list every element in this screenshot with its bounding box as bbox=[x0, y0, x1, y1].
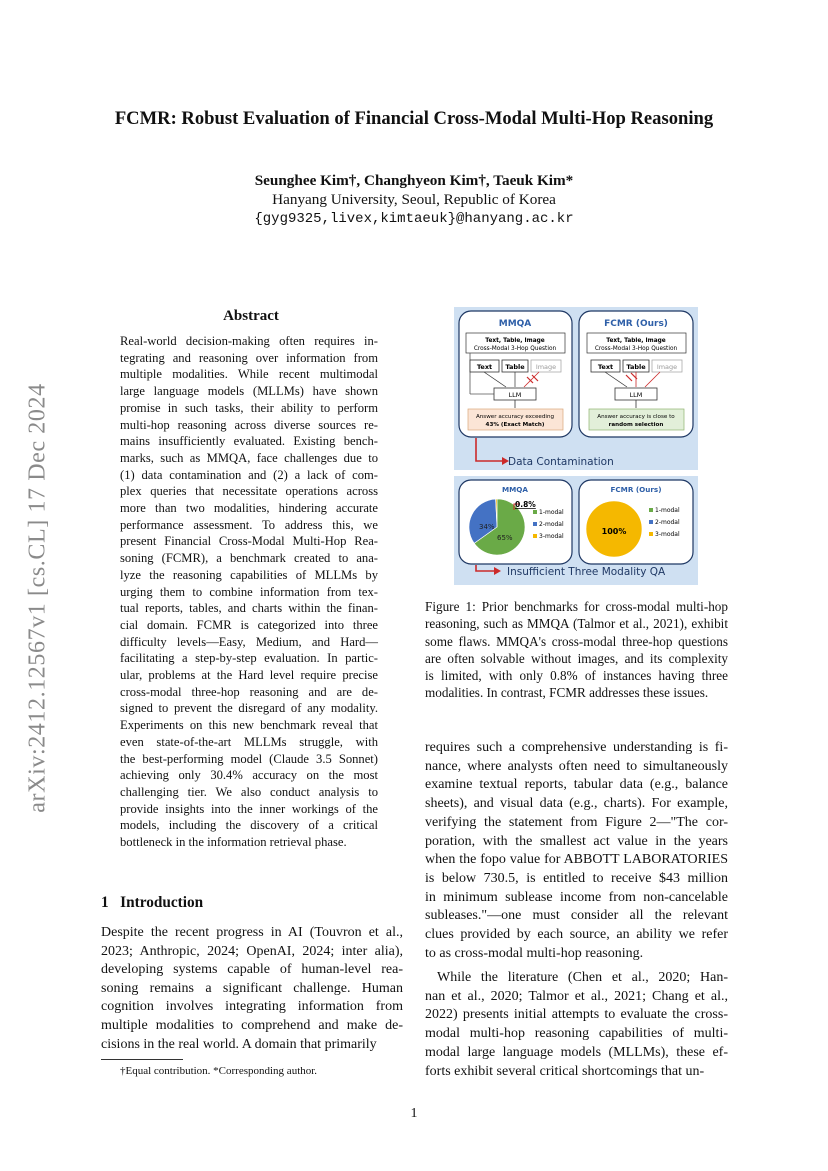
body-line: subleases."—one must consider all the relevant bbox=[425, 908, 728, 924]
section-heading bbox=[101, 894, 203, 912]
legend-3modal: 3-modal bbox=[655, 531, 680, 538]
body-line: when the fopo value for ABBOTT LABORATORIES bbox=[425, 852, 728, 868]
mmqa-chip-table-label: Table bbox=[505, 363, 525, 371]
abstract-line: multi-hop reasoning across diverse sources re- bbox=[120, 417, 378, 432]
abstract-line: challenging tier. We also conduct analysis to bbox=[120, 784, 378, 799]
mmqa-answer-l1: Answer accuracy exceeding bbox=[475, 414, 555, 420]
body-line: forts exhibit several critical shortcomings that un- bbox=[425, 1063, 705, 1079]
fcmr-answer-l2: random selection bbox=[608, 422, 664, 428]
affiliation: Hanyang University, Seoul, Republic of Korea bbox=[272, 191, 556, 208]
abstract-heading: Abstract bbox=[223, 308, 279, 324]
legend-swatch-2modal bbox=[533, 522, 537, 526]
author-list: Seunghee Kim†, Changhyeon Kim†, Taeuk Kim* bbox=[254, 172, 574, 189]
abstract-line: more than two modalities, hindering accurate bbox=[120, 501, 378, 516]
body-line: verifying the statement from Figure 2—"The cor- bbox=[425, 814, 728, 830]
intro-line: 2023; Anthropic, 2024; OpenAI, 2024; inter alia), bbox=[101, 943, 403, 959]
legend-swatch-2modal bbox=[649, 520, 653, 524]
intro-paragraph bbox=[101, 924, 403, 1054]
mmqa-question-l2: Cross-Modal 3-Hop Question bbox=[473, 346, 557, 352]
intro-line: multiple modalities to comprehend and make de- bbox=[101, 1017, 403, 1033]
legend-swatch-1modal bbox=[533, 510, 537, 514]
abstract-line: Real-world decision-making often requires in- bbox=[120, 334, 378, 348]
abstract-line: models, including the discovery of a critical bbox=[120, 818, 378, 833]
fcmr-pie-title: FCMR (Ours) bbox=[610, 485, 662, 494]
fcmr-panel-title: FCMR (Ours) bbox=[604, 319, 668, 329]
page-number: 1 bbox=[410, 1106, 418, 1121]
section-title: Introduction bbox=[120, 894, 204, 911]
mmqa-panel-title: MMQA bbox=[498, 319, 532, 329]
abstract-line: promise in such tasks, their ability to perform bbox=[120, 400, 378, 415]
intro-line: developing systems capable of human-level rea- bbox=[101, 962, 403, 978]
author-emails: {gyg9325,livex,kimtaeuk}@hanyang.ac.kr bbox=[254, 211, 574, 227]
body-line: nan et al., 2020; Talmor et al., 2021; Chang et al., bbox=[425, 988, 728, 1004]
fcmr-chip-text-label: Text bbox=[597, 363, 614, 371]
legend-1modal: 1-modal bbox=[655, 507, 680, 514]
caption-line: reasoning, such as MMQA (Talmor et al., 2021), exhibit bbox=[425, 616, 728, 632]
footnote: †Equal contribution. *Corresponding author. bbox=[120, 1065, 318, 1077]
body-line: modal multi-hop reasoning capabilities of multi- bbox=[425, 1026, 728, 1042]
abstract-body bbox=[120, 333, 378, 851]
mmqa-pie-title: MMQA bbox=[502, 485, 528, 494]
fcmr-question-l1: Text, Table, Image bbox=[606, 338, 666, 344]
intro-line: cognition involves integrating information from bbox=[101, 999, 403, 1015]
intro-line: soning remains a significant challenge. Human bbox=[101, 980, 403, 996]
abstract-line: ular, problems at the Hard level require precise bbox=[120, 668, 378, 683]
intro-line: Despite the recent progress in AI (Touvron et al., bbox=[101, 925, 403, 940]
abstract-line: Experiments on this new benchmark reveal that bbox=[120, 718, 378, 733]
abstract-line: performance assessment. To address this, we bbox=[120, 517, 378, 532]
body-line: to as cross-modal multi-hop reasoning. bbox=[425, 945, 644, 961]
abstract-line: provide insights into the inner workings of the bbox=[120, 801, 378, 816]
caption-line: some flaws. MMQA's cross-modal three-hop questions bbox=[425, 633, 728, 649]
mmqa-answer-l2: 43% (Exact Match) bbox=[485, 422, 545, 428]
abstract-line: facilitating a step-by-step evaluation. In partic- bbox=[120, 651, 378, 666]
caption-line: Figure 1: Prior benchmarks for cross-modal multi-hop bbox=[425, 599, 728, 614]
abstract-line: soning (FCMR), a benchmark created to ana- bbox=[120, 551, 378, 566]
abstract-line: even state-of-the-art MLLMs struggle, with bbox=[120, 734, 378, 749]
legend-3modal: 3-modal bbox=[539, 533, 564, 540]
abstract-line: difficulty levels—Easy, Medium, and Hard— bbox=[120, 634, 378, 649]
body-line: is below 730.5, is entitled to receive $43 million bbox=[425, 870, 728, 886]
mmqa-pie-callout: 0.8% bbox=[515, 500, 536, 509]
abstract-line: present Financial Cross-Modal Multi-Hop Rea- bbox=[120, 534, 378, 549]
abstract-line: large language models (MLLMs) have shown bbox=[120, 384, 378, 399]
abstract-line: the best-performing model (Claude 3.5 Sonnet) bbox=[120, 751, 378, 766]
abstract-line: urging them to combine information from tex- bbox=[120, 584, 378, 599]
fcmr-llm-label: LLM bbox=[629, 391, 643, 399]
mmqa-llm-label: LLM bbox=[508, 391, 522, 399]
fcmr-chip-table-label: Table bbox=[626, 363, 646, 371]
right-paragraph-1 bbox=[425, 739, 728, 963]
body-line: modal large language models (MLLMs), these ef- bbox=[425, 1044, 728, 1060]
fcmr-chip-image-label: Image bbox=[656, 363, 678, 371]
body-line: in minimum sublease income from non-cancelable bbox=[425, 889, 728, 905]
abstract-line: tual reports, tables, and charts within the finan- bbox=[120, 601, 378, 616]
body-line: clues provided by each source, an ability we refer bbox=[425, 927, 728, 943]
figure-1-graphic bbox=[454, 307, 698, 585]
abstract-line: achieving only 30.4% accuracy on the most bbox=[120, 768, 378, 783]
body-line: 2022) presents initial attempts to evaluate the cross- bbox=[425, 1007, 728, 1023]
caption-line: is limited, with only 0.8% of instances having three bbox=[425, 668, 728, 684]
fcmr-question-l2: Cross-Modal 3-Hop Question bbox=[594, 346, 678, 352]
body-line: examine textual reports, tabular data (e.g., balance bbox=[425, 777, 728, 793]
footnote-rule bbox=[101, 1059, 183, 1060]
abstract-line: signed to prevent the disregard of any modality. bbox=[120, 701, 378, 716]
legend-1modal: 1-modal bbox=[539, 509, 564, 516]
arxiv-stamp bbox=[23, 338, 53, 858]
mmqa-chip-image-label: Image bbox=[535, 363, 557, 371]
abstract-line: lyze the reasoning capabilities of MLLMs by bbox=[120, 567, 378, 582]
legend-2modal: 2-modal bbox=[655, 519, 680, 526]
abstract-line: (1) data contamination and (2) a lack of com- bbox=[120, 467, 378, 482]
fcmr-answer-l1: Answer accuracy is close to bbox=[597, 414, 675, 420]
contamination-label: Data Contamination bbox=[508, 456, 614, 468]
mmqa-pie-label-1modal: 65% bbox=[497, 534, 513, 542]
abstract-line: plex queries that necessitate operations across bbox=[120, 484, 378, 499]
mmqa-question-l1: Text, Table, Image bbox=[485, 338, 545, 344]
arxiv-id: arXiv:2412.12567v1 [cs.CL] 17 Dec 2024 bbox=[24, 383, 51, 813]
mmqa-pie-label-2modal: 34% bbox=[479, 523, 495, 531]
intro-line: cisions in the real world. A domain that primarily bbox=[101, 1036, 377, 1052]
figure-1-caption bbox=[425, 598, 728, 702]
body-line: poration, with the smallest act value in the years bbox=[425, 833, 728, 849]
abstract-line: multiple modalities. While recent multimodal bbox=[120, 367, 378, 382]
abstract-line: marks, such as MMQA, face challenges due to bbox=[120, 450, 378, 465]
abstract-line: bottleneck in the information retrieval phase. bbox=[120, 835, 347, 850]
abstract-line: mains insufficiently evaluated. Existing bench- bbox=[120, 434, 378, 449]
legend-swatch-3modal bbox=[649, 532, 653, 536]
abstract-line: tegrating and reasoning over information from bbox=[120, 350, 378, 365]
caption-line: modalities. In contrast, FCMR addresses these issues. bbox=[425, 685, 709, 701]
figure-1 bbox=[454, 307, 698, 585]
section-number: 1 bbox=[101, 894, 109, 911]
legend-2modal: 2-modal bbox=[539, 521, 564, 528]
caption-line: are often solvable without images, and its complexity bbox=[425, 650, 728, 666]
mmqa-chip-text-label: Text bbox=[476, 363, 493, 371]
right-paragraph-2 bbox=[425, 969, 728, 1081]
insufficient-label: Insufficient Three Modality QA bbox=[507, 566, 666, 578]
paper-title: FCMR: Robust Evaluation of Financial Cross-Modal Multi-Hop Reasoning bbox=[114, 108, 714, 129]
body-line: While the literature (Chen et al., 2020; Han- bbox=[437, 970, 728, 985]
legend-swatch-1modal bbox=[649, 508, 653, 512]
fcmr-pie-label: 100% bbox=[601, 527, 627, 536]
body-line: sheets), and visual data (e.g., charts). For example, bbox=[425, 796, 728, 812]
abstract-line: cial domain. FCMR is categorized into three bbox=[120, 617, 378, 632]
body-line: nance, where analysts often need to simultaneously bbox=[425, 758, 728, 774]
legend-swatch-3modal bbox=[533, 534, 537, 538]
body-line: requires such a comprehensive understanding is fi- bbox=[425, 740, 728, 755]
abstract-line: cross-modal three-hop reasoning and are de- bbox=[120, 684, 378, 699]
